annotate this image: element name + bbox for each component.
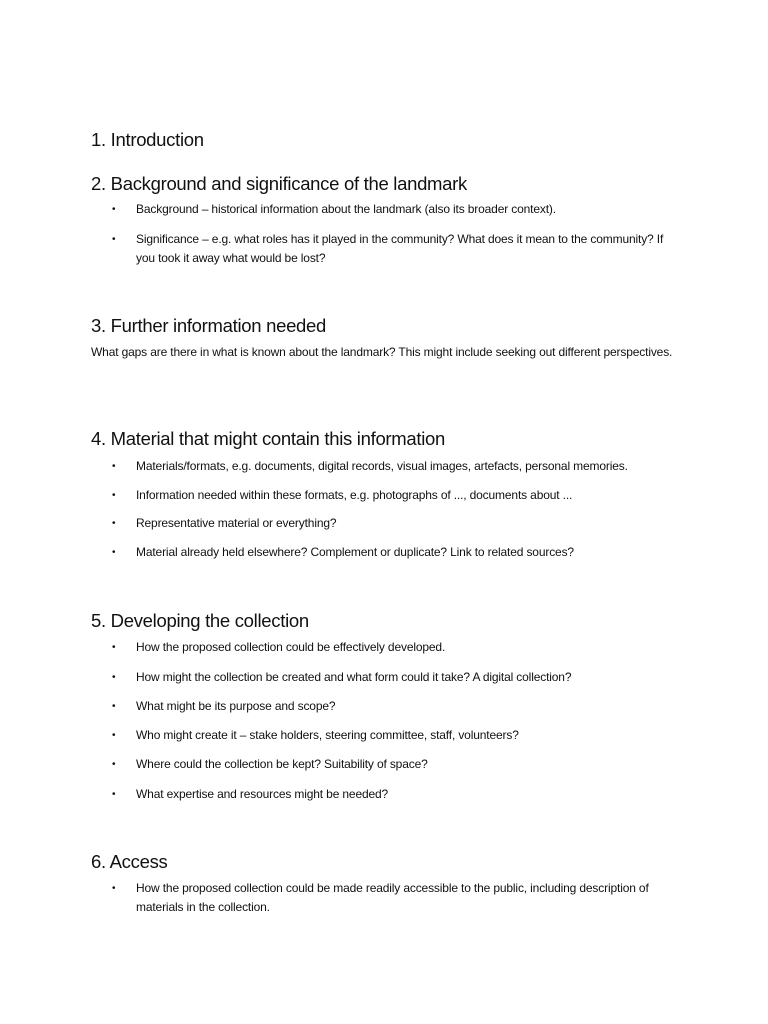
list-item-text: How the proposed collection could be effectively developed. bbox=[136, 640, 446, 654]
list-item-text: Information needed within these formats, e.g. photographs of ..., documents about ... bbox=[136, 488, 573, 502]
list-item-text: What might be its purpose and scope? bbox=[136, 699, 336, 713]
bullet-icon: • bbox=[112, 547, 116, 558]
list-item bbox=[112, 879, 672, 917]
paragraph-further-information: What gaps are there in what is known about the landmark? This might include seeking out different perspectives. bbox=[91, 345, 673, 359]
heading-introduction: 1. Introduction bbox=[91, 129, 204, 150]
bullet-icon: • bbox=[112, 234, 116, 245]
bullet-icon: • bbox=[112, 672, 116, 683]
bullet-icon: • bbox=[112, 490, 116, 501]
list-item bbox=[112, 726, 672, 745]
list-item-text: Material already held elsewhere? Complement or duplicate? Link to related sources? bbox=[136, 545, 574, 559]
list-item-text: What expertise and resources might be needed? bbox=[136, 787, 389, 801]
list-item bbox=[112, 668, 672, 687]
heading-material: 4. Material that might contain this information bbox=[91, 428, 446, 449]
bullet-icon: • bbox=[112, 883, 116, 894]
heading-access: 6. Access bbox=[91, 851, 168, 872]
list-item bbox=[112, 200, 672, 219]
list-item bbox=[112, 755, 672, 774]
list-item bbox=[112, 514, 672, 533]
bullet-icon: • bbox=[112, 518, 116, 529]
bullet-icon: • bbox=[112, 204, 116, 215]
list-item-text: Materials/formats, e.g. documents, digital records, visual images, artefacts, personal memories. bbox=[136, 459, 628, 473]
list-item bbox=[112, 457, 672, 476]
list-item bbox=[112, 543, 672, 562]
bullet-icon: • bbox=[112, 759, 116, 770]
list-item-text: How might the collection be created and what form could it take? A digital collection? bbox=[136, 670, 572, 684]
list-item-text: Representative material or everything? bbox=[136, 516, 337, 530]
bullet-icon: • bbox=[112, 730, 116, 741]
list-item-text: Where could the collection be kept? Suitability of space? bbox=[136, 757, 428, 771]
list-item bbox=[112, 230, 672, 268]
bullet-icon: • bbox=[112, 701, 116, 712]
list-item-text: Background – historical information about the landmark (also its broader context). bbox=[136, 202, 556, 216]
bullet-icon: • bbox=[112, 642, 116, 653]
list-item bbox=[112, 486, 672, 505]
list-item-text: Who might create it – stake holders, steering committee, staff, volunteers? bbox=[136, 728, 519, 742]
list-item-text: How the proposed collection could be made readily accessible to the public, including description of materials in the collection. bbox=[136, 881, 649, 914]
heading-further-information: 3. Further information needed bbox=[91, 315, 327, 336]
bullet-icon: • bbox=[112, 461, 116, 472]
list-item-text: Significance – e.g. what roles has it played in the community? What does it mean to the community? If you took it away what would be lost? bbox=[136, 232, 664, 265]
list-item bbox=[112, 697, 672, 716]
bullet-icon: • bbox=[112, 789, 116, 800]
heading-developing-collection: 5. Developing the collection bbox=[91, 610, 309, 631]
heading-background-significance: 2. Background and significance of the landmark bbox=[91, 173, 467, 194]
list-item bbox=[112, 638, 672, 657]
list-item bbox=[112, 785, 672, 804]
